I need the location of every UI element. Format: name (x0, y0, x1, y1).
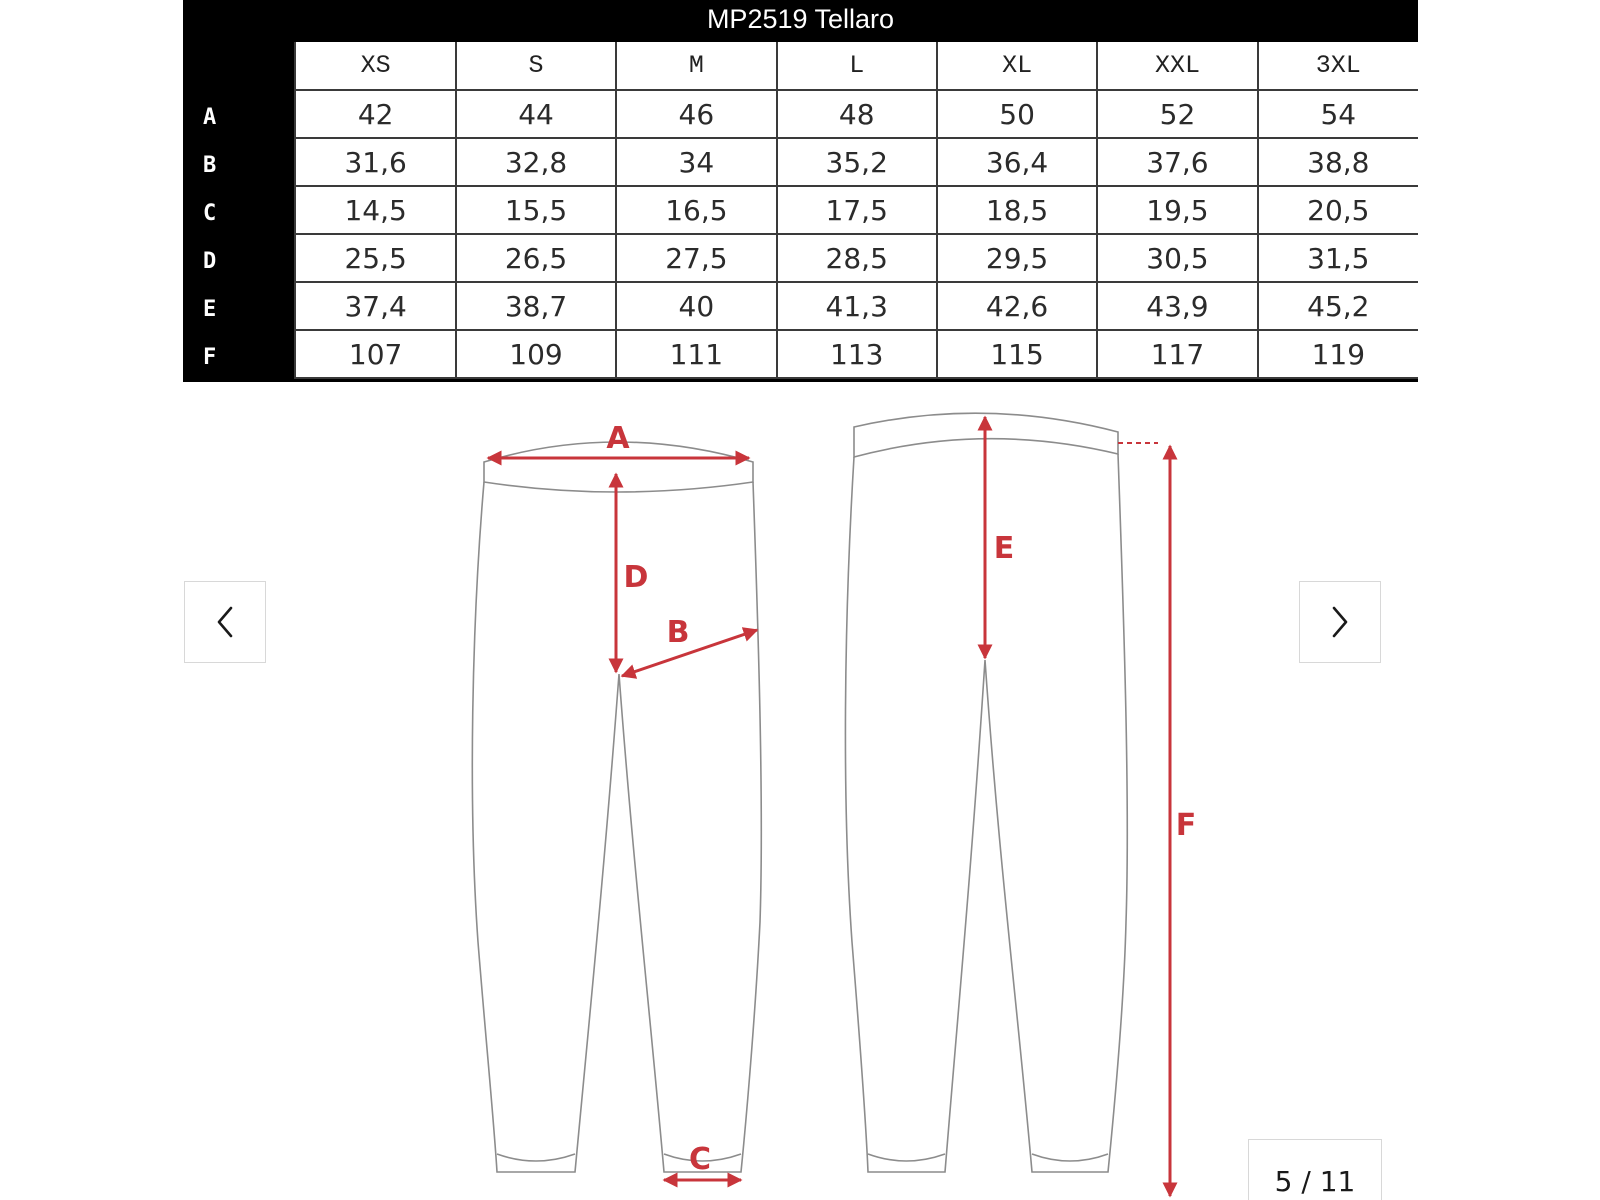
table-cell: 14,5 (295, 186, 455, 234)
table-cell: 46 (616, 90, 776, 138)
pants-illustration (0, 382, 1600, 1200)
table-cell: 107 (295, 330, 455, 378)
table-cell: 27,5 (616, 234, 776, 282)
table-cell: 30,5 (1097, 234, 1257, 282)
dimension-label-b: B (666, 615, 690, 650)
size-table (183, 42, 1418, 379)
table-cell: 29,5 (937, 234, 1097, 282)
previous-image-button[interactable] (184, 581, 266, 663)
table-cell: 38,7 (456, 282, 616, 330)
table-row (183, 234, 1418, 282)
row-label: F (183, 330, 295, 378)
size-chart (183, 0, 1418, 382)
size-header-xl: XL (937, 42, 1097, 90)
table-cell: 34 (616, 138, 776, 186)
size-header-s: S (456, 42, 616, 90)
table-cell: 42 (295, 90, 455, 138)
table-cell: 109 (456, 330, 616, 378)
table-cell: 119 (1258, 330, 1418, 378)
next-image-button[interactable] (1299, 581, 1381, 663)
size-header-row (183, 42, 1418, 90)
table-cell: 37,4 (295, 282, 455, 330)
table-cell: 32,8 (456, 138, 616, 186)
table-row (183, 330, 1418, 378)
row-label: C (183, 186, 295, 234)
table-cell: 54 (1258, 90, 1418, 138)
size-header-3xl: 3XL (1258, 42, 1418, 90)
chevron-left-icon (210, 602, 240, 642)
table-cell: 20,5 (1258, 186, 1418, 234)
table-cell: 111 (616, 330, 776, 378)
table-cell: 26,5 (456, 234, 616, 282)
table-cell: 31,5 (1258, 234, 1418, 282)
size-header-l: L (777, 42, 937, 90)
table-cell: 31,6 (295, 138, 455, 186)
table-cell: 115 (937, 330, 1097, 378)
table-cell: 36,4 (937, 138, 1097, 186)
table-cell: 18,5 (937, 186, 1097, 234)
row-label: A (183, 90, 295, 138)
table-cell: 45,2 (1258, 282, 1418, 330)
table-cell: 17,5 (777, 186, 937, 234)
table-cell: 52 (1097, 90, 1257, 138)
table-corner (183, 42, 295, 90)
table-row (183, 186, 1418, 234)
chart-title: MP2519 Tellaro (706, 4, 895, 34)
table-cell: 38,8 (1258, 138, 1418, 186)
measurement-diagram (0, 382, 1600, 1200)
image-counter: 5 / 11 (1248, 1139, 1382, 1200)
dimension-arrows (488, 417, 1170, 1196)
row-label: E (183, 282, 295, 330)
size-header-m: M (616, 42, 776, 90)
table-cell: 19,5 (1097, 186, 1257, 234)
size-header-xs: XS (295, 42, 455, 90)
dimension-label-c: C (688, 1142, 712, 1177)
chevron-right-icon (1325, 602, 1355, 642)
table-cell: 16,5 (616, 186, 776, 234)
dimension-b-arrow (622, 630, 757, 676)
size-header-xxl: XXL (1097, 42, 1257, 90)
dimension-label-e: E (993, 531, 1015, 566)
table-cell: 15,5 (456, 186, 616, 234)
table-cell: 40 (616, 282, 776, 330)
table-row (183, 90, 1418, 138)
dimension-label-a: A (606, 421, 630, 456)
table-cell: 50 (937, 90, 1097, 138)
dimension-label-d: D (623, 560, 649, 595)
table-cell: 113 (777, 330, 937, 378)
table-cell: 44 (456, 90, 616, 138)
table-cell: 42,6 (937, 282, 1097, 330)
table-cell: 117 (1097, 330, 1257, 378)
row-label: B (183, 138, 295, 186)
table-cell: 37,6 (1097, 138, 1257, 186)
table-cell: 48 (777, 90, 937, 138)
table-cell: 35,2 (777, 138, 937, 186)
pants-back-view (845, 413, 1158, 1172)
dimension-label-f: F (1175, 808, 1197, 843)
table-cell: 28,5 (777, 234, 937, 282)
table-cell: 43,9 (1097, 282, 1257, 330)
table-cell: 41,3 (777, 282, 937, 330)
table-row (183, 138, 1418, 186)
table-row (183, 282, 1418, 330)
row-label: D (183, 234, 295, 282)
table-cell: 25,5 (295, 234, 455, 282)
